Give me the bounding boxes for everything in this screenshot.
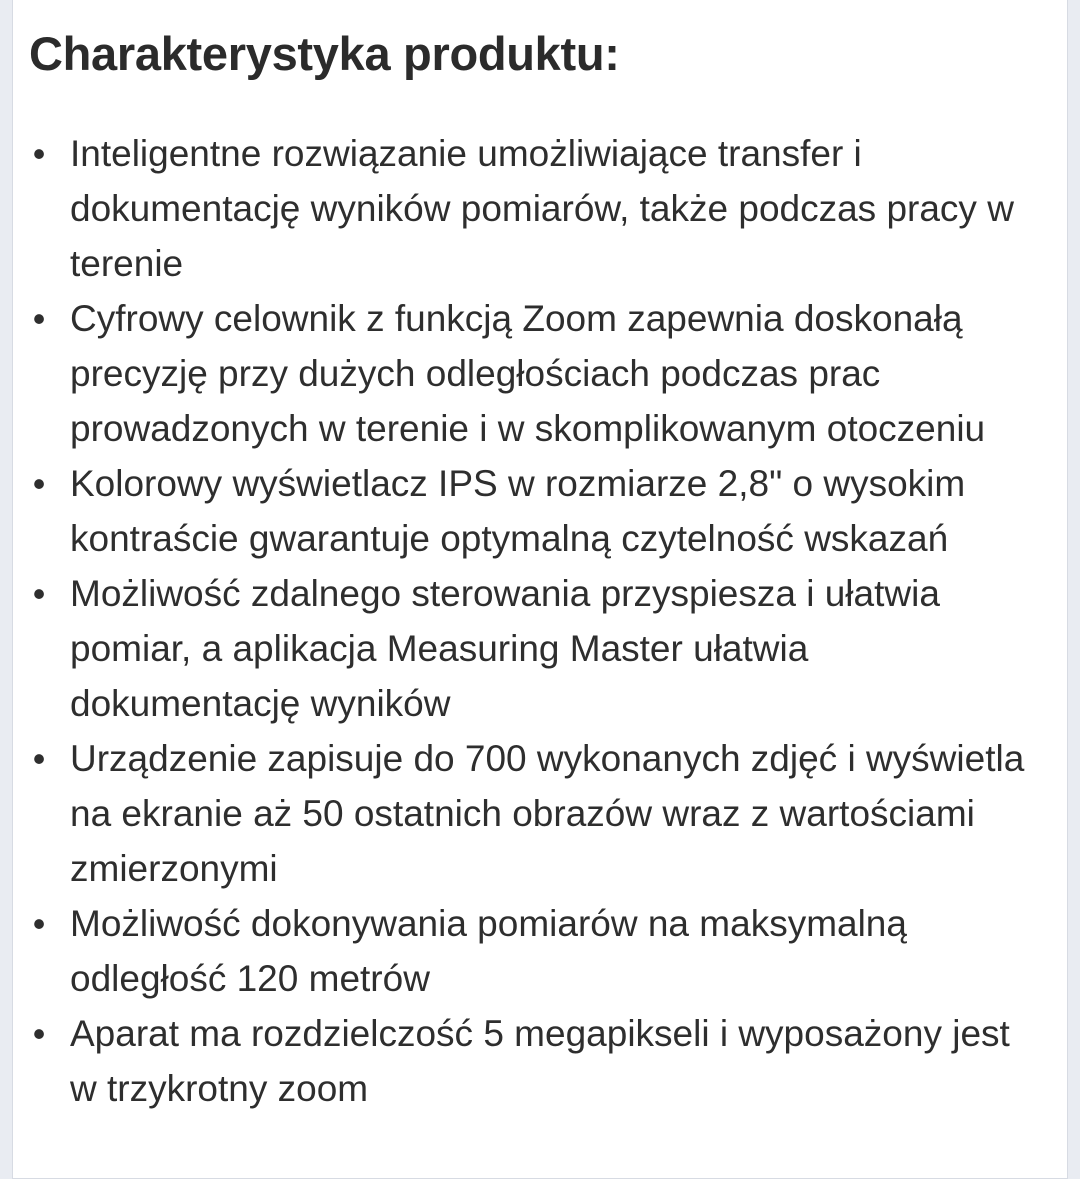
- feature-item: [32, 896, 1040, 1006]
- feature-text: Urządzenie zapisuje do 700 wykonanych zdjęć i wyświetla na ekranie aż 50 ostatnich obrazów wraz z wartościami zmierzonymi: [70, 738, 1025, 889]
- features-list: [32, 126, 1040, 1116]
- feature-text: Możliwość zdalnego sterowania przyspiesza i ułatwia pomiar, a aplikacja Measuring Master ułatwia dokumentację wyników: [70, 573, 940, 724]
- bullet-icon: •: [32, 573, 46, 614]
- feature-text: Kolorowy wyświetlacz IPS w rozmiarze 2,8" o wysokim kontraście gwarantuje optymalną czytelność wskazań: [70, 463, 966, 559]
- feature-text: Inteligentne rozwiązanie umożliwiające transfer i dokumentację wyników pomiarów, także podczas pracy w terenie: [70, 133, 1014, 284]
- feature-item: [32, 731, 1040, 896]
- feature-text: Cyfrowy celownik z funkcją Zoom zapewnia doskonałą precyzję przy dużych odległościach podczas prac prowadzonych w terenie i w skomplikowanym otoczeniu: [70, 298, 986, 449]
- section-title: Charakterystyka produktu:: [29, 27, 620, 80]
- bullet-icon: •: [32, 133, 46, 174]
- feature-text: Aparat ma rozdzielczość 5 megapikseli i wyposażony jest w trzykrotny zoom: [70, 1013, 1010, 1109]
- bullet-icon: •: [32, 1013, 46, 1054]
- bullet-icon: •: [32, 903, 46, 944]
- bullet-icon: •: [32, 298, 46, 339]
- feature-item: [32, 566, 1040, 731]
- feature-item: [32, 126, 1040, 291]
- feature-text: Możliwość dokonywania pomiarów na maksymalną odległość 120 metrów: [70, 903, 907, 999]
- feature-item: [32, 456, 1040, 566]
- bullet-icon: •: [32, 463, 46, 504]
- bullet-icon: •: [32, 738, 46, 779]
- feature-item: [32, 1006, 1040, 1116]
- feature-item: [32, 291, 1040, 456]
